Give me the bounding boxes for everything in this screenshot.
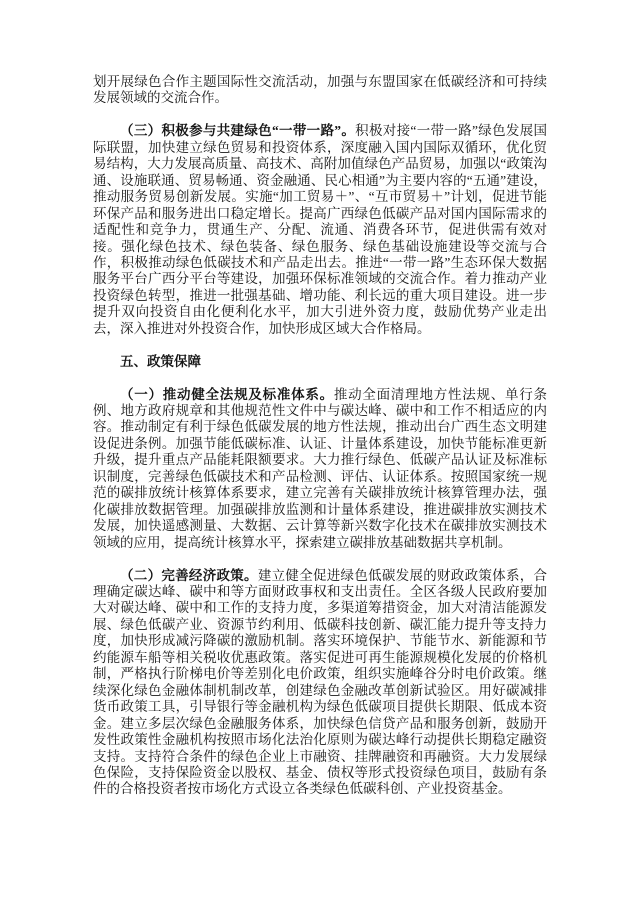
paragraph-item-two — [93, 568, 547, 798]
paragraph-lead: （二）完善经济政策。 — [120, 567, 258, 583]
paragraph-section-three — [93, 123, 547, 337]
section-heading: 五、政策保障 — [120, 353, 201, 369]
paragraph-item-one — [93, 387, 547, 552]
paragraph-text: 推动全面清理地方性法规、单行条例、地方政府规章和其他规范性文件中与碳达峰、碳中和工作不相适应的内容。推动制定有利于绿色低碳发展的地方性法规，推动出台广西生态文明建设促进条例。加强节能低碳标准、认证、计量体系建设，加快节能标准更新升级，提升重点产品能耗限额要求。大力推行绿色、低碳产品认证及标准标识制度，完善绿色低碳技术和产品检测、评估、认证体系。按照国家统一规范的碳排放统计核算体系要求，建立完善有关碳排放统计核算管理办法，强化碳排放数据管理。加强碳排放监测和计量体系建设，推进碳排放实测技术发展，加快遥感测量、大数据、云计算等新兴数字化技术在碳排放实测技术领域的应用，提高统计核算水平，探索建立碳排放基础数据共享机制。 — [93, 386, 548, 550]
paragraph-text: 建立健全促进绿色低碳发展的财政政策体系，合理确定碳达峰、碳中和等方面财政事权和支出责任。全区各级人民政府要加大对碳达峰、碳中和工作的支持力度，多渠道筹措资金，加大对清洁能源发展、绿色低碳产业、资源节约利用、低碳科技创新、碳汇能力提升等支持力度，加快形成减污降碳的激励机制。落实环境保护、节能节水、新能源和节约能源车船等相关税收优惠政策。落实促进可再生能源规模化发展的价格机制，严格执行阶梯电价等差别化电价政策，组织实施峰谷分时电价政策。继续深化绿色金融体制机制改革，创建绿色金融改革创新试验区。用好碳减排货币政策工具，引导银行等金融机构为绿色低碳项目提供长期限、低成本资金。建立多层次绿色金融服务体系，加快绿色信贷产品和服务创新，鼓励开发性政策性金融机构按照市场化法治化原则为碳达峰行动提供长期稳定融资支持。支持符合条件的绿色企业上市融资、挂牌融资和再融资。大力发展绿色保险，支持保险资金以股权、基金、债权等形式投资绿色项目，鼓励有条件的合格投资者按市场化方式设立各类绿色低碳科创、产业投资基金。 — [93, 567, 548, 797]
paragraph-lead: （一）推动健全法规及标准体系。 — [120, 386, 334, 402]
paragraph-text: 积极对接“一带一路”绿色发展国际联盟，加快建立绿色贸易和投资体系，深度融入国内国际双循环，优化贸易结构，大力发展高质量、高技术、高附加值绿色产品贸易，加强以“政策沟通、设施联通、贸易畅通、资金融通、民心相通”为主要内容的“五通”建设，推动服务贸易创新发展。实施“加工贸易＋”、“互市贸易＋”计划，促进节能环保产品和服务进出口稳定增长。提高广西绿色低碳产品对国内国际需求的适配性和竞争力，贯通生产、分配、流通、消费各环节，促进供需有效对接。强化绿色技术、绿色装备、绿色服务、绿色基础设施建设等交流与合作，积极推动绿色低碳技术和产品走出去。推进“一带一路”生态环保大数据服务平台广西分平台等建设，加强环保标准领域的交流合作。着力推动产业投资绿色转型，推进一批强基础、增功能、利长远的重大项目建设。进一步提升双向投资自由化便利化水平，加大引进外资力度，鼓励优势产业走出去，深入推进对外投资合作，加快形成区域大合作格局。 — [93, 123, 548, 336]
paragraph-lead: （三）积极参与共建绿色“一带一路”。 — [120, 123, 356, 139]
paragraph-text: 划开展绿色合作主题国际性交流活动，加强与东盟国家在低碳经济和可持续发展领域的交流合作。 — [93, 74, 547, 106]
paragraph-continuation — [93, 74, 547, 107]
